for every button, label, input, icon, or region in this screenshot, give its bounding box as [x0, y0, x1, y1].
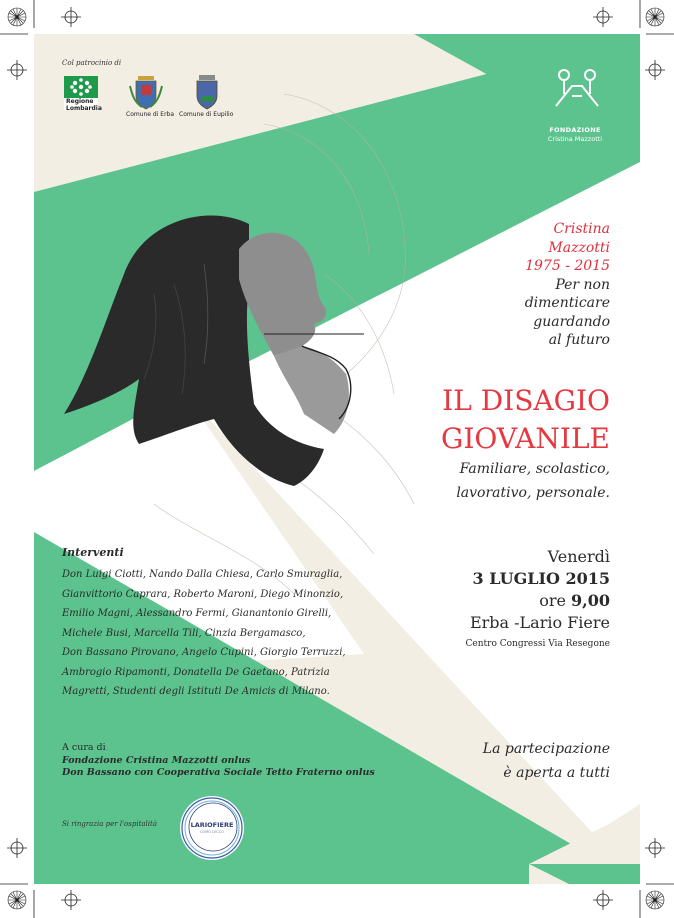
organizers-block: [62, 742, 375, 780]
comune-erba-logo: [126, 72, 175, 122]
participation-line2: è aperta a tutti: [503, 765, 610, 781]
event-day: Venerdì: [547, 547, 610, 566]
subtitle-line2: lavorativo, personale.: [456, 485, 610, 501]
lariofiere-logo-sub: COMO LECCO: [200, 830, 224, 834]
event-title: [441, 382, 610, 458]
comune-eupilio-crest-icon: [179, 72, 235, 110]
cura-org2: Don Bassano con Cooperativa Sociale Tetto Fraterno onlus: [62, 767, 375, 778]
cura-label: A cura di: [62, 742, 106, 753]
regione-lombardia-logo: [64, 76, 102, 112]
fondazione-logo-icon: [550, 66, 604, 120]
lariofiere-logo: [178, 794, 246, 862]
participation-note: [483, 737, 610, 785]
interventi-heading: Interventi: [62, 546, 124, 559]
event-subtitle: [456, 457, 610, 505]
memorial-name1: Cristina: [553, 221, 610, 237]
comune-erba-crest-icon: [126, 72, 166, 110]
interventi-line: Emilio Magni, Alessandro Fermi, Gianantonio Girelli,: [62, 608, 332, 619]
memorial-motto-1: Per non: [555, 276, 610, 293]
memorial-name2: Mazzotti: [548, 239, 610, 256]
foundation-line2: Cristina Mazzotti: [547, 135, 603, 143]
event-date: 3 LUGLIO 2015: [472, 569, 610, 588]
interventi-line: Don Bassano Pirovano, Angelo Cupini, Giorgio Terruzzi,: [62, 647, 346, 658]
memorial-block: [525, 220, 610, 350]
memorial-years: 1975 - 2015: [525, 258, 610, 274]
event-venue: Centro Congressi Via Resegone: [465, 639, 610, 649]
interventi-line: Magretti, Studenti degli Istituti De Amicis di Milano.: [62, 686, 330, 697]
interventi-line: Don Luigi Ciotti, Nando Dalla Chiesa, Carlo Smuraglia,: [62, 569, 343, 580]
foundation-name: [540, 126, 610, 144]
comune-eupilio-label: Comune di Eupilio: [179, 111, 234, 118]
memorial-motto-2: dimenticare: [524, 295, 610, 311]
interventi-list: [62, 565, 362, 702]
lombardia-label-2: Lombardia: [66, 104, 102, 112]
memorial-motto-3: guardando: [533, 313, 610, 330]
lombardia-label-1: Regione: [66, 98, 94, 105]
patronage-label: Col patrocinio di: [62, 59, 122, 67]
interventi-line: Michele Busi, Marcella Tili, Cinzia Bergamasco,: [62, 627, 306, 639]
event-time: 9,00: [571, 591, 610, 610]
interventi-line: Gianvittorio Caprara, Roberto Maroni, Diego Minonzio,: [62, 588, 344, 600]
lariofiere-logo-text: LARIOFIERE: [190, 821, 234, 829]
title-line2: GIOVANILE: [440, 422, 610, 455]
comune-erba-label: Comune di Erba: [126, 111, 175, 118]
event-time-prefix: ore: [539, 591, 572, 610]
poster: [34, 34, 640, 884]
event-date-block: [466, 546, 610, 651]
title-line1: IL DISAGIO: [442, 384, 610, 417]
participation-line1: La partecipazione: [482, 741, 610, 757]
foundation-line1: FONDAZIONE: [549, 126, 601, 134]
comune-eupilio-logo: [179, 72, 235, 122]
cura-org1: Fondazione Cristina Mazzotti onlus: [62, 754, 251, 766]
subtitle-line1: Familiare, scolastico,: [459, 461, 610, 477]
memorial-motto-4: al futuro: [548, 332, 610, 348]
thanks-label: Si ringrazia per l'ospitalità: [62, 820, 158, 828]
event-place: Erba -Lario Fiere: [469, 613, 610, 632]
interventi-line: Ambrogio Ripamonti, Donatella De Gaetano, Patrizia: [62, 666, 330, 678]
